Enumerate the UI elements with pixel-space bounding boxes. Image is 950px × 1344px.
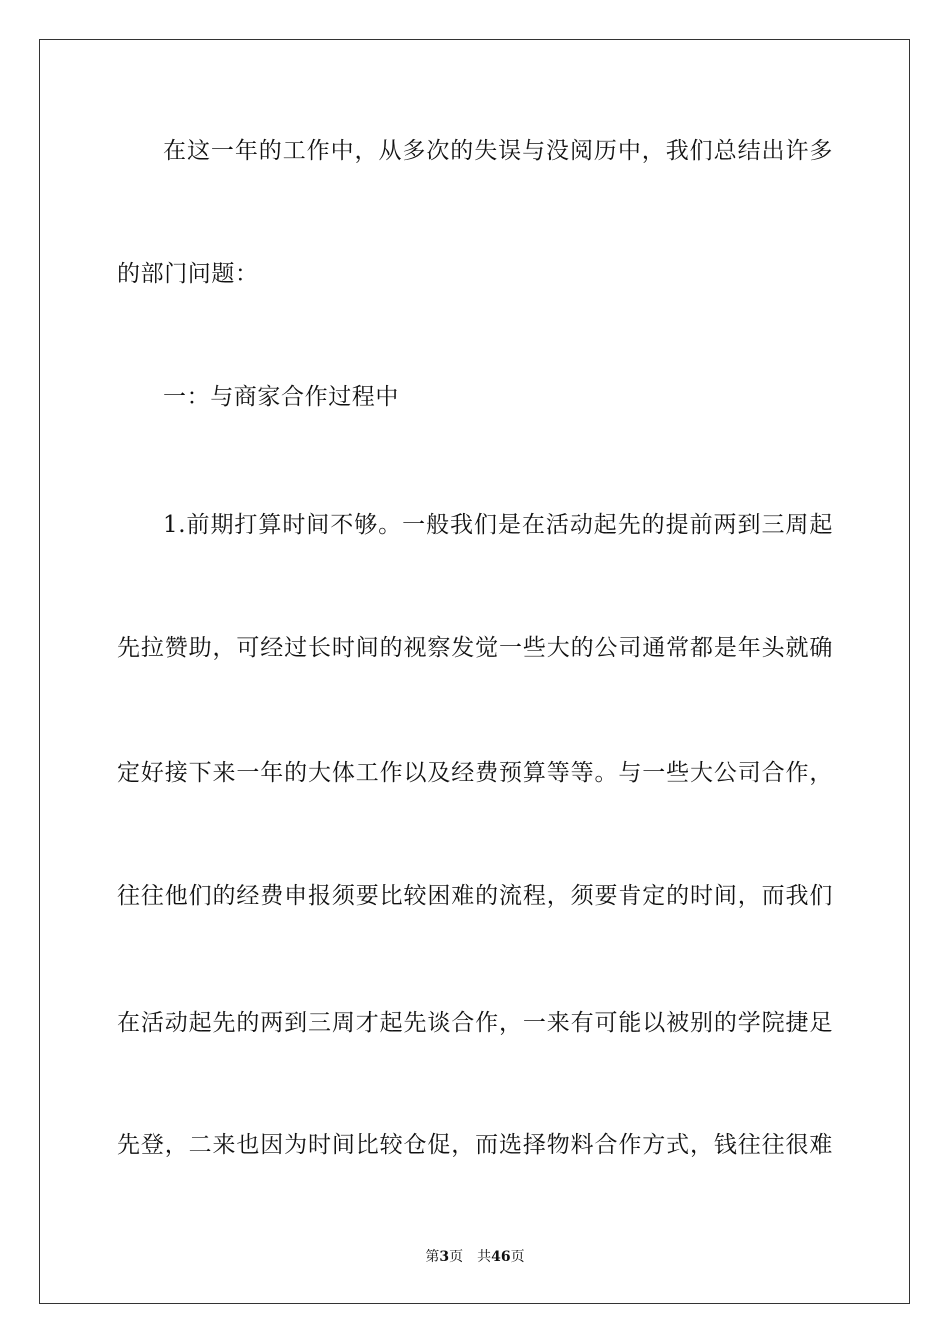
paragraph-line-5: 先拉赞助，可经过长时间的视察发觉一些大的公司通常都是年头就确 <box>117 635 833 661</box>
footer-prefix: 第 <box>425 1249 440 1265</box>
footer-page-suffix: 页 <box>449 1249 464 1265</box>
total-pages-number: 46 <box>491 1249 511 1265</box>
page-border <box>39 39 910 1304</box>
paragraph-line-6: 定好接下来一年的大体工作以及经费预算等等。与一些大公司合作， <box>117 760 833 786</box>
page-footer <box>0 1248 950 1266</box>
paragraph-line-1: 在这一年的工作中，从多次的失误与没阅历中，我们总结出许多 <box>163 138 833 164</box>
paragraph-line-9: 先登，二来也因为时间比较仓促，而选择物料合作方式，钱往往很难 <box>117 1132 833 1158</box>
current-page-number: 3 <box>439 1249 450 1265</box>
paragraph-line-4: 1.前期打算时间不够。一般我们是在活动起先的提前两到三周起 <box>163 512 833 538</box>
footer-total-suffix: 页 <box>510 1249 525 1265</box>
footer-total-prefix: 共 <box>477 1249 492 1265</box>
section-heading: 一：与商家合作过程中 <box>163 384 399 410</box>
paragraph-line-8: 在活动起先的两到三周才起先谈合作，一来有可能以被别的学院捷足 <box>117 1010 833 1036</box>
paragraph-line-2: 的部门问题： <box>117 261 259 287</box>
paragraph-line-7: 往往他们的经费申报须要比较困难的流程，须要肯定的时间，而我们 <box>117 883 833 909</box>
